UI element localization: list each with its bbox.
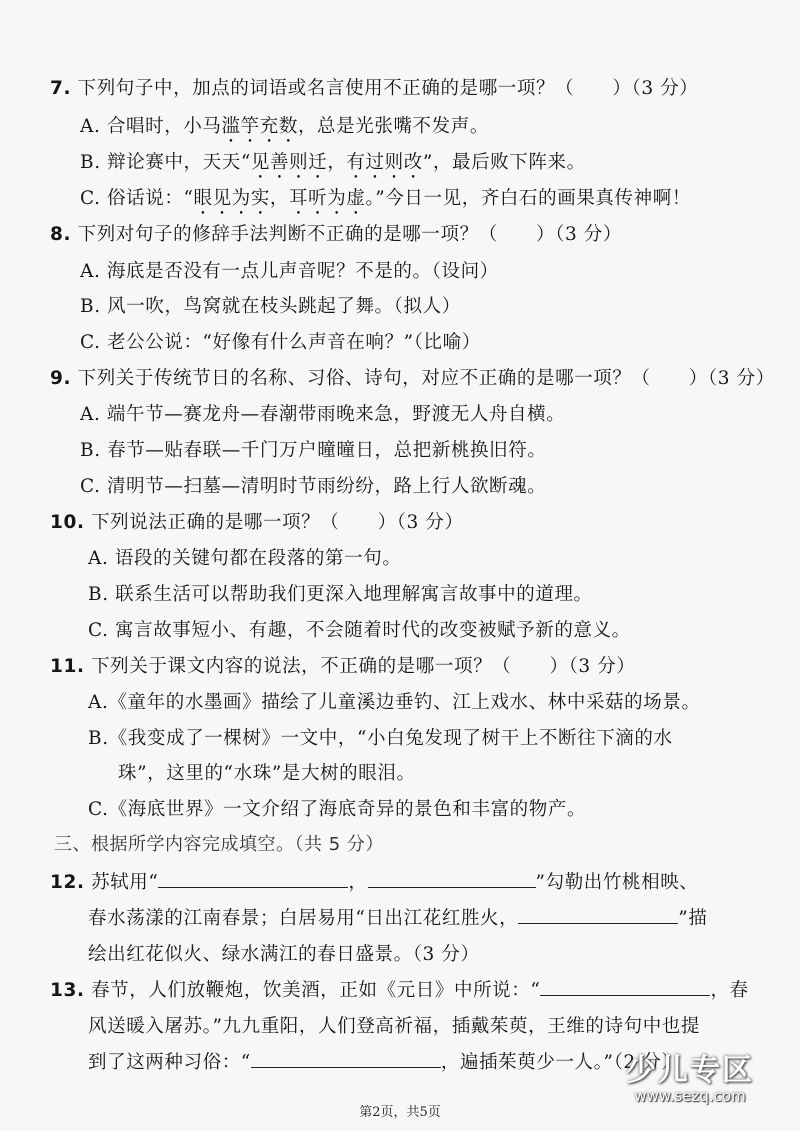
q12-line3: 绘出红花似火、绿水满江的春日盛景。（3 分） bbox=[88, 944, 480, 965]
q7-stem-line bbox=[50, 74, 698, 100]
q11-option-c: C.《海底世界》一文介绍了海底奇异的景色和丰富的物产。 bbox=[88, 799, 587, 820]
q13-number: 13. bbox=[50, 980, 85, 1001]
q12-blank-2[interactable] bbox=[368, 871, 536, 888]
q8-stem: 下列对句子的修辞手法判断不正确的是哪一项？（ ）（3 分） bbox=[77, 224, 622, 245]
q9-option-b: B. 春节—贴春联—千门万户曈曈日，总把新桃换旧符。 bbox=[80, 440, 547, 461]
q10-option-c: C. 寓言故事短小、有趣，不会随着时代的改变被赋予新的意义。 bbox=[88, 620, 631, 641]
q11-option-b-line1: B.《我变成了一棵树》一文中，“小白兔发现了树干上不断往下滴的水 bbox=[88, 728, 673, 749]
q11-number: 11. bbox=[50, 656, 85, 677]
q13-line1 bbox=[50, 976, 749, 1002]
q9-option-c: C. 清明节—扫墓—清明时节雨纷纷，路上行人欲断魂。 bbox=[80, 476, 547, 497]
q7-c-pre: C. 俗话说：“ bbox=[80, 188, 194, 209]
q13-l3-post: ，遍插茱萸少一人。”（2 分） bbox=[440, 1052, 681, 1073]
q12-l2-pre: 春水荡漾的江南春景；白居易用“日出江花红胜火， bbox=[88, 908, 519, 929]
q13-l1-pre: 春节，人们放鞭炮，饮美酒，正如《元日》中所说：“ bbox=[91, 980, 541, 1001]
q12-line2 bbox=[88, 904, 707, 930]
section-heading: 三、根据所学内容完成填空。（共 5 分） bbox=[54, 834, 384, 855]
q7-b-post: ”，最后败下阵来。 bbox=[422, 152, 586, 173]
q7-b-dotted: 见善则迁，有过则改 bbox=[250, 152, 423, 173]
q13-line2: 风送暖入屠苏。”九九重阳，人们登高祈福，插戴茱萸，王维的诗句中也提 bbox=[88, 1016, 701, 1037]
q12-blank-3[interactable] bbox=[518, 907, 678, 924]
q12-line1 bbox=[50, 868, 698, 894]
q10-number: 10. bbox=[50, 512, 85, 533]
q7-a-dotted: 滥竽充数 bbox=[221, 116, 298, 137]
page-footer: 第2页，共5页 bbox=[359, 1105, 441, 1120]
q8-option-a: A. 海底是否没有一点儿声音呢？不是的。（设问） bbox=[80, 261, 499, 282]
q8-stem-line bbox=[50, 220, 622, 246]
q12-number: 12. bbox=[50, 872, 85, 893]
q12-l2-post: ”描 bbox=[678, 908, 708, 929]
watermark-logo bbox=[600, 1045, 780, 1105]
q7-option-c bbox=[80, 184, 691, 219]
q13-l3-pre: 到了这两种习俗：“ bbox=[88, 1052, 251, 1073]
q7-b-pre: B. 辩论赛中，天天“ bbox=[80, 152, 251, 173]
q11-stem-line bbox=[50, 652, 635, 678]
q9-stem-line bbox=[50, 364, 775, 390]
q12-l1-pre: 苏轼用“ bbox=[91, 872, 159, 893]
watermark-url: www.sezq.com bbox=[634, 1087, 746, 1105]
q7-c-post: 。”今日一见，齐白石的画果真传神啊！ bbox=[365, 188, 691, 209]
q9-stem: 下列关于传统节日的名称、习俗、诗句，对应不正确的是哪一项？（ ）（3 分） bbox=[77, 368, 775, 389]
q8-option-b: B. 风一吹，鸟窝就在枝头跳起了舞。（拟人） bbox=[80, 296, 461, 317]
q13-l1-post: ，春 bbox=[710, 980, 749, 1001]
q7-stem: 下列句子中，加点的词语或名言使用不正确的是哪一项？（ ）（3 分） bbox=[77, 78, 699, 99]
q11-option-b-line2: 珠”，这里的“水珠”是大树的眼泪。 bbox=[118, 763, 416, 784]
q7-number: 7. bbox=[50, 78, 72, 99]
q11-option-a: A.《童年的水墨画》描绘了儿童溪边垂钓、江上戏水、林中采菇的场景。 bbox=[88, 692, 701, 713]
q13-blank-1[interactable] bbox=[540, 979, 710, 996]
q10-stem-line bbox=[50, 508, 464, 534]
q7-c-dotted: 眼见为实，耳听为虚 bbox=[193, 188, 366, 209]
q7-option-b bbox=[80, 148, 586, 183]
q12-l1-post: ”勾勒出竹桃相映、 bbox=[535, 872, 699, 893]
watermark-title: 少儿专区 bbox=[626, 1053, 754, 1088]
q8-number: 8. bbox=[50, 224, 72, 245]
q8-option-c: C. 老公公说：“好像有什么声音在响？”（比喻） bbox=[80, 332, 481, 353]
q10-stem: 下列说法正确的是哪一项？（ ）（3 分） bbox=[91, 512, 464, 533]
q9-option-a: A. 端午节—赛龙舟—春潮带雨晚来急，野渡无人舟自横。 bbox=[80, 404, 566, 425]
q7-a-post: ，总是光张嘴不发声。 bbox=[297, 116, 489, 137]
q7-option-a bbox=[80, 112, 489, 147]
q11-stem: 下列关于课文内容的说法，不正确的是哪一项？（ ）（3 分） bbox=[91, 656, 636, 677]
q10-option-b: B. 联系生活可以帮助我们更深入地理解寓言故事中的道理。 bbox=[88, 584, 593, 605]
q7-a-pre: A. 合唱时，小马 bbox=[80, 116, 222, 137]
q13-blank-2[interactable] bbox=[251, 1051, 441, 1068]
q9-number: 9. bbox=[50, 368, 72, 389]
q12-l1-mid: ， bbox=[348, 872, 368, 893]
q12-blank-1[interactable] bbox=[158, 871, 348, 888]
q10-option-a: A. 语段的关键句都在段落的第一句。 bbox=[88, 548, 402, 569]
q13-line3 bbox=[88, 1048, 680, 1074]
